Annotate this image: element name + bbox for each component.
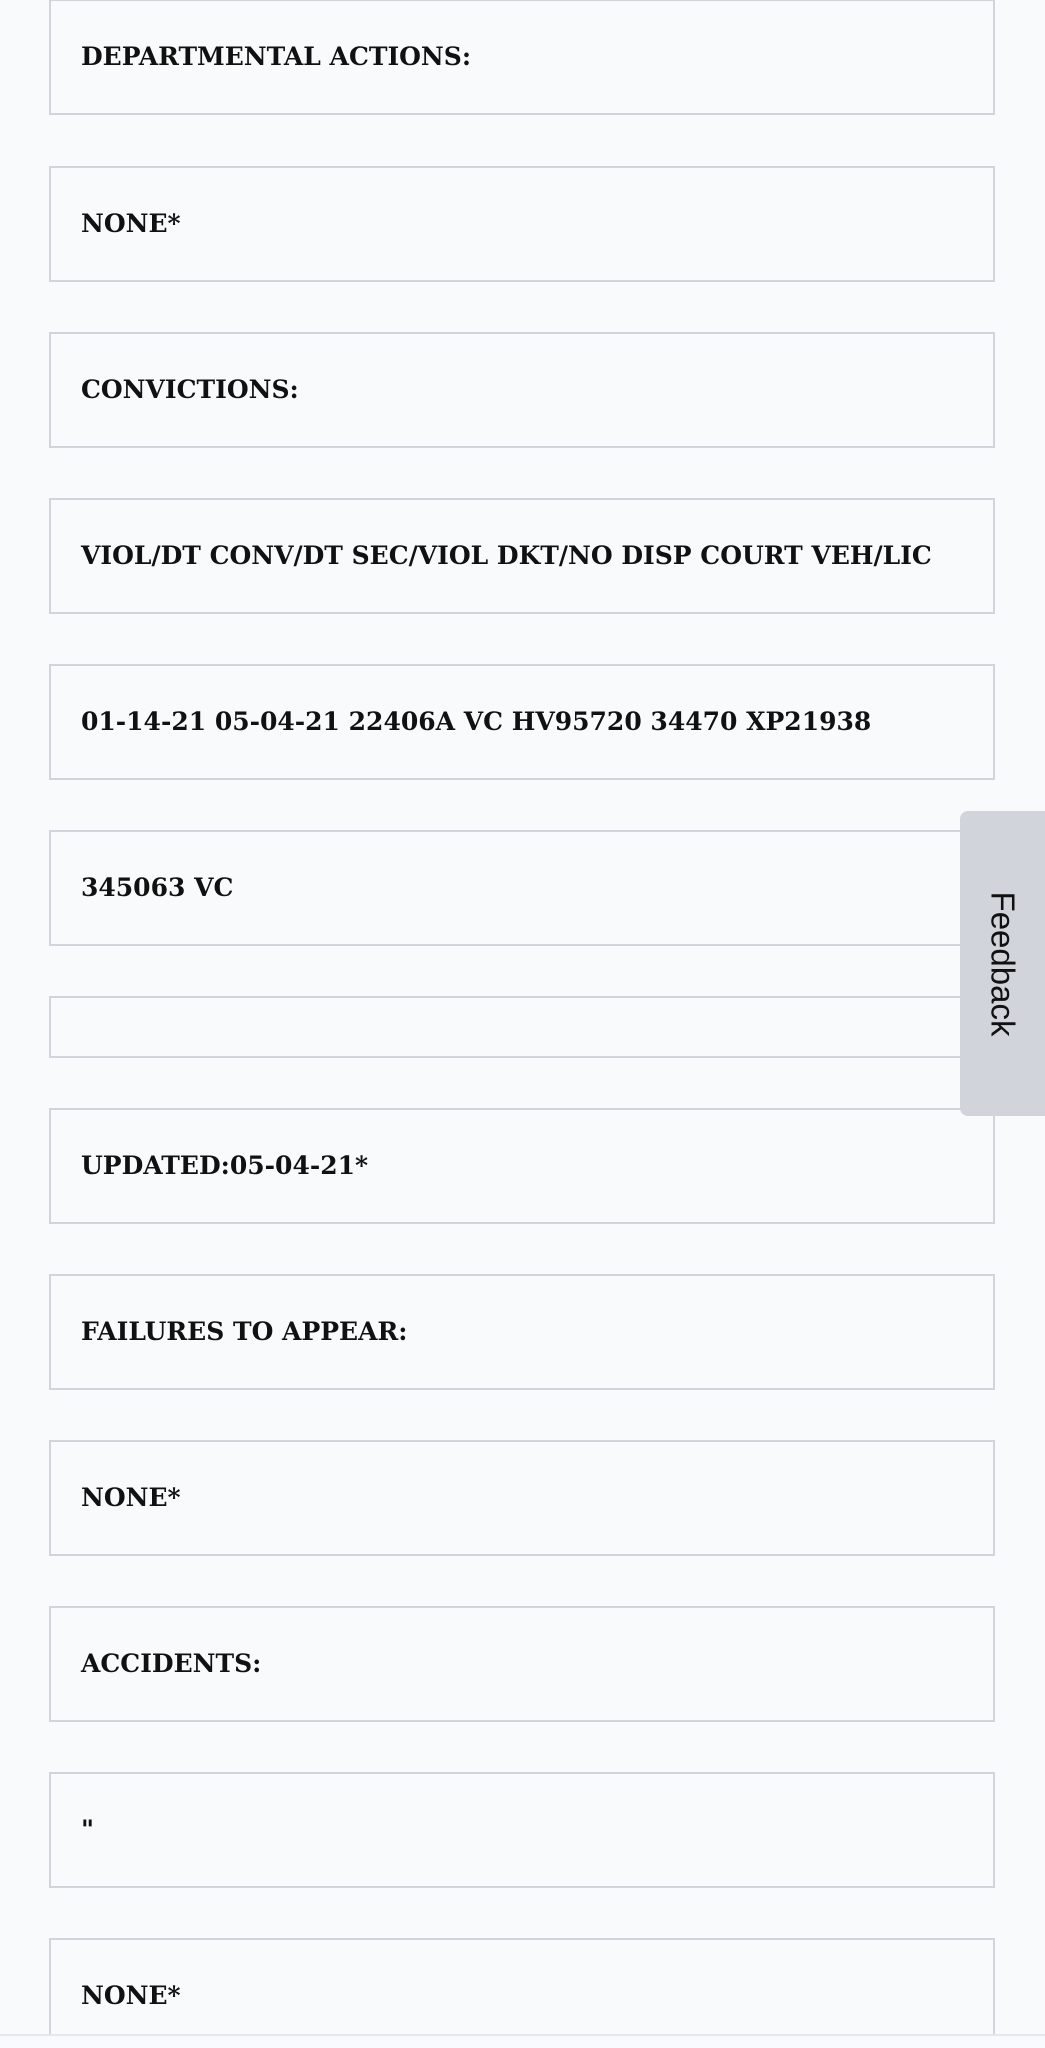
record-blank	[49, 996, 995, 1058]
record-departmental-actions-heading	[49, 0, 995, 115]
record-accidents-heading	[49, 1606, 995, 1722]
record-departmental-actions-value	[49, 166, 995, 282]
record-text: "	[81, 1815, 95, 1844]
record-text: NONE*	[81, 209, 181, 238]
record-text: NONE*	[81, 1483, 181, 1512]
record-failures-to-appear-value	[49, 1440, 995, 1556]
feedback-label: Feedback	[984, 891, 1022, 1036]
record-failures-to-appear-heading	[49, 1274, 995, 1390]
record-convictions-heading	[49, 332, 995, 448]
feedback-tab-button[interactable]	[960, 811, 1045, 1116]
record-accidents-marker	[49, 1772, 995, 1888]
record-convictions-column-headers	[49, 498, 995, 614]
record-text: CONVICTIONS:	[81, 375, 299, 404]
record-text: ACCIDENTS:	[81, 1649, 262, 1678]
record-text: VIOL/DT CONV/DT SEC/VIOL DKT/NO DISP COURT VEH/LIC	[81, 541, 932, 570]
record-text: NONE*	[81, 1981, 181, 2010]
bottom-divider	[0, 2034, 1045, 2036]
record-conviction-entry-continued	[49, 830, 995, 946]
record-text: UPDATED:05-04-21*	[81, 1151, 369, 1180]
record-text: 345063 VC	[81, 873, 234, 902]
record-text: FAILURES TO APPEAR:	[81, 1317, 408, 1346]
record-text: 01-14-21 05-04-21 22406A VC HV95720 34470 XP21938	[81, 707, 872, 736]
record-conviction-entry	[49, 664, 995, 780]
record-updated-date	[49, 1108, 995, 1224]
record-accidents-value	[49, 1938, 995, 2035]
record-text: DEPARTMENTAL ACTIONS:	[81, 42, 472, 71]
